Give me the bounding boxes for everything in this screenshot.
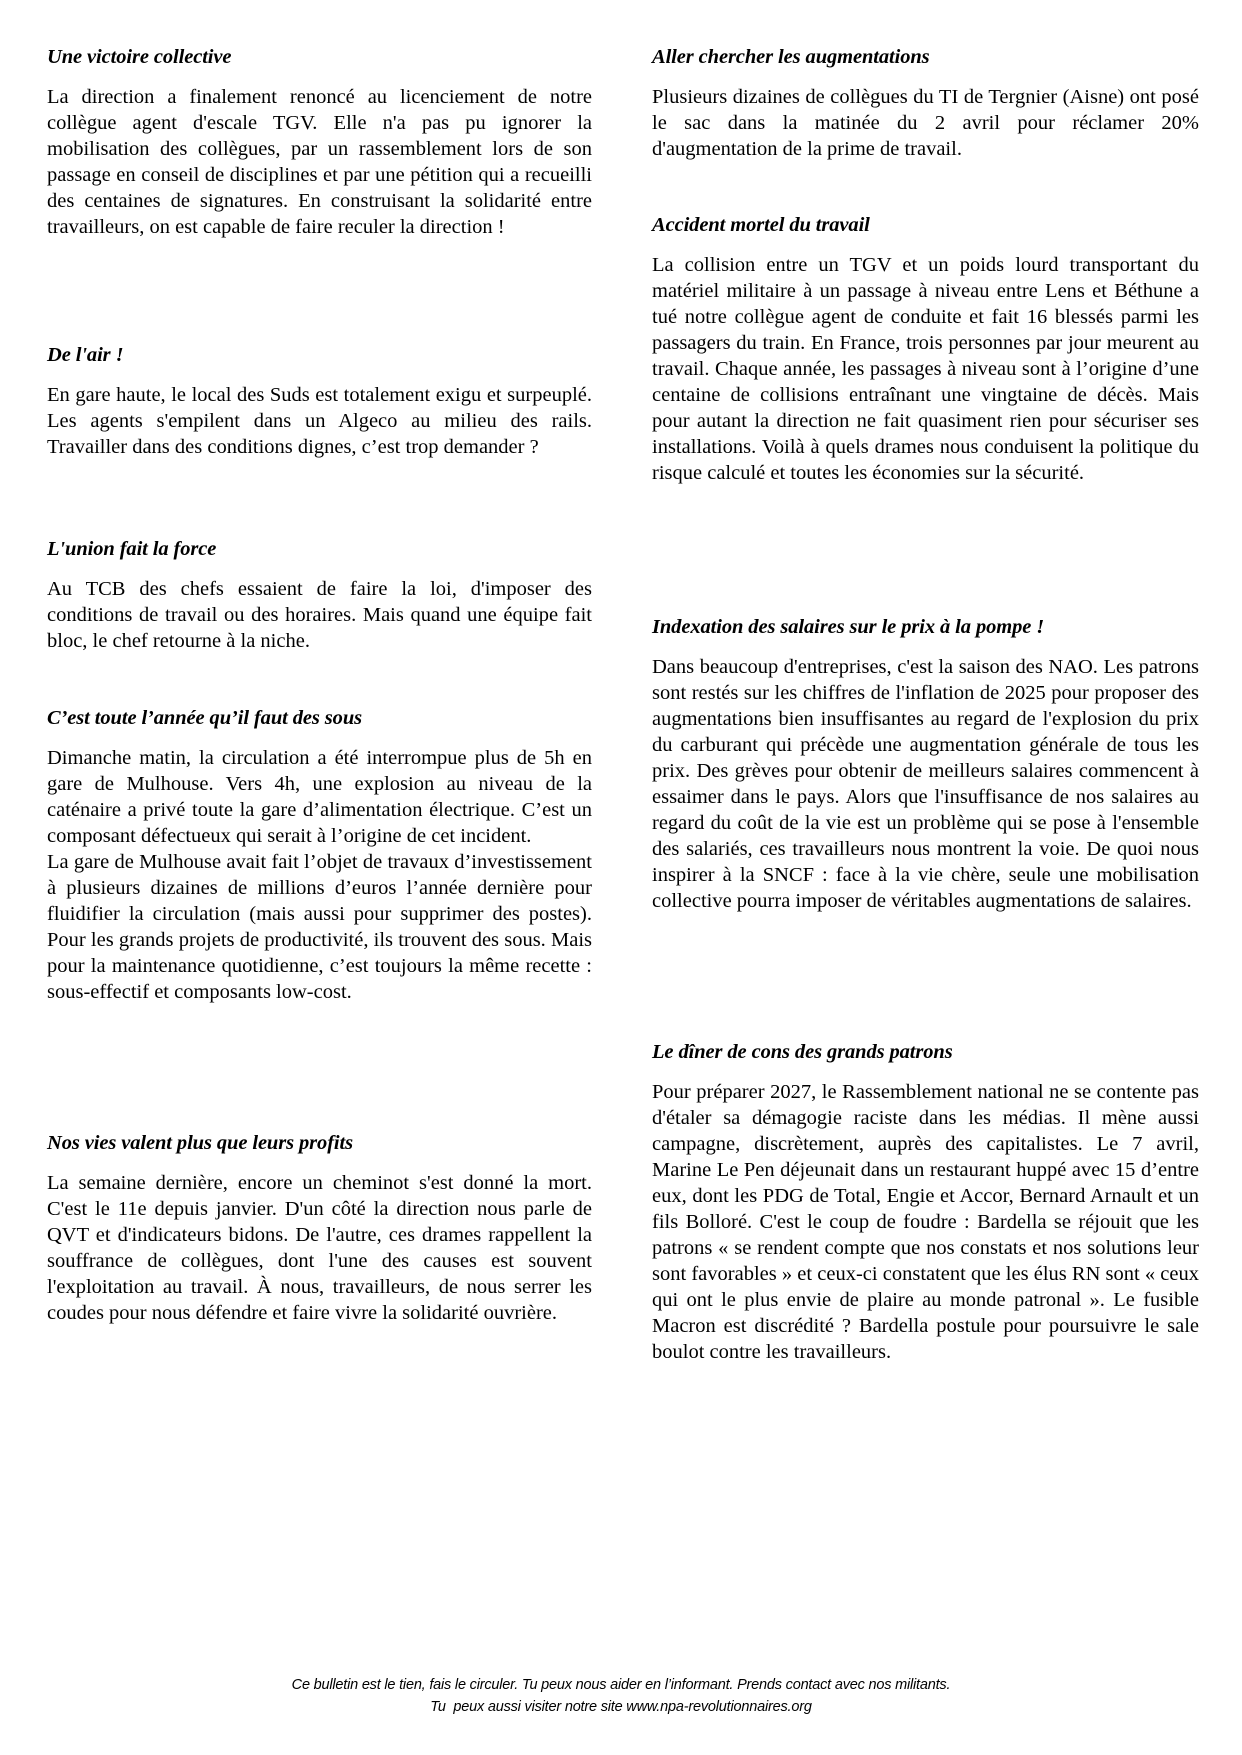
article-de-l-air xyxy=(47,342,592,460)
article-title: Indexation des salaires sur le prix à la pompe ! xyxy=(652,616,1045,638)
article-toute-l-annee-des-sous xyxy=(47,705,592,1005)
article-title: C’est toute l’année qu’il faut des sous xyxy=(47,707,363,729)
article-body xyxy=(652,654,1199,914)
article-title: Le dîner de cons des grands patrons xyxy=(652,1041,953,1063)
footer-note xyxy=(0,1674,1242,1718)
article-une-victoire-collective xyxy=(47,44,592,240)
article-body xyxy=(47,576,592,654)
article-nos-vies-valent-plus xyxy=(47,1130,592,1326)
article-body xyxy=(652,84,1199,162)
article-title: De l'air ! xyxy=(47,344,124,366)
footer-line-2: Tu peux aussi visiter notre site www.npa-revolutionnaires.org xyxy=(430,1699,812,1715)
article-body xyxy=(652,252,1199,486)
article-title: Aller chercher les augmentations xyxy=(652,46,930,68)
article-body xyxy=(47,382,592,460)
article-paragraph: Au TCB des chefs essaient de faire la loi, d'imposer des conditions de travail ou des horaires. Mais quand une équipe fait bloc, le chef retourne à la niche. xyxy=(47,578,592,652)
article-paragraph: Plusieurs dizaines de collègues du TI de Tergnier (Aisne) ont posé le sac dans la matinée du 2 avril pour réclamer 20% d'augmentation de la prime de travail. xyxy=(652,86,1199,160)
article-paragraph: En gare haute, le local des Suds est totalement exigu et surpeuplé. Les agents s'empilent dans un Algeco au milieu des rails. Travailler dans des conditions dignes, c’est trop demander ? xyxy=(47,384,592,458)
article-paragraph: Dimanche matin, la circulation a été interrompue plus de 5h en gare de Mulhouse. Vers 4h, une explosion au niveau de la caténaire a privé toute la gare d’alimentation électrique. C’est un composant défectueux qui serait à l’origine de cet incident. xyxy=(47,747,592,847)
article-body xyxy=(652,1079,1199,1365)
article-body xyxy=(47,1170,592,1326)
article-aller-chercher-les-augmentations xyxy=(652,44,1199,162)
article-title: Accident mortel du travail xyxy=(652,214,870,236)
article-indexation-des-salaires xyxy=(652,614,1199,914)
article-title: Nos vies valent plus que leurs profits xyxy=(47,1132,353,1154)
article-title: L'union fait la force xyxy=(47,538,217,560)
article-body xyxy=(47,745,592,1005)
article-paragraph: La semaine dernière, encore un cheminot s'est donné la mort. C'est le 11e depuis janvier. D'un côté la direction nous parle de QVT et d'indicateurs bidons. De l'autre, ces drames rappellent la souffrance de collègues, dont l'une des causes est souvent l'exploitation au travail. À nous, travailleurs, de nous serrer les coudes pour nous défendre et faire vivre la solidarité ouvrière. xyxy=(47,1172,592,1324)
article-title: Une victoire collective xyxy=(47,46,232,68)
article-accident-mortel xyxy=(652,212,1199,486)
article-l-union-fait-la-force xyxy=(47,536,592,654)
article-paragraph: Pour préparer 2027, le Rassemblement national ne se contente pas d'étaler sa démagogie raciste dans les médias. Il mène aussi campagne, discrètement, auprès des capitalistes. Le 7 avril, Marine Le Pen déjeunait dans un restaurant huppé avec 15 d’entre eux, dont les PDG de Total, Engie et Accor, Bernard Arnault et un fils Bolloré. C'est le coup de foudre : Bardella se réjouit que les patrons « se rendent compte que nos constats et nos solutions leur sont favorables » et ceux-ci constatent que les élus RN sont « ceux qui ont le plus envie de plaire au monde patronal ». Le fusible Macron est discrédité ? Bardella postule pour poursuivre le sale boulot contre les travailleurs. xyxy=(652,1081,1199,1363)
article-body xyxy=(47,84,592,240)
article-paragraph: Dans beaucoup d'entreprises, c'est la saison des NAO. Les patrons sont restés sur les chiffres de l'inflation de 2025 pour proposer des augmentations bien insuffisantes au regard de l'explosion du prix du carburant qui précède une augmentation générale de tous les prix. Des grèves pour obtenir de meilleurs salaires commencent à essaimer dans le pays. Alors que l'insuffisance de nos salaires au regard du coût de la vie est un problème qui se pose à l'ensemble des salariés, ces travailleurs nous montrent la voie. De quoi nous inspirer à la SNCF : face à la vie chère, seule une mobilisation collective pourra imposer de véritables augmentations de salaires. xyxy=(652,656,1199,912)
article-diner-de-cons xyxy=(652,1039,1199,1365)
article-paragraph: La collision entre un TGV et un poids lourd transportant du matériel militaire à un passage à niveau entre Lens et Béthune a tué notre collègue agent de conduite et fait 16 blessés parmi les passagers du train. En France, trois personnes par jour meurent au travail. Chaque année, les passages à niveau sont à l’origine d’une centaine de collisions entraînant une vingtaine de décès. Mais pour autant la direction ne fait quasiment rien pour sécuriser ses installations. Voilà à quels drames nous conduisent la politique du risque calculé et toutes les économies sur la sécurité. xyxy=(652,254,1199,484)
footer-line-1: Ce bulletin est le tien, fais le circuler. Tu peux nous aider en l’informant. Prends contact avec nos militants. xyxy=(291,1677,951,1693)
article-paragraph: La direction a finalement renoncé au licenciement de notre collègue agent d'escale TGV. Elle n'a pas pu ignorer la mobilisation des collègues, par un rassemblement lors de son passage en conseil de disciplines et par une pétition qui a recueilli des centaines de signatures. En construisant la solidarité entre travailleurs, on est capable de faire reculer la direction ! xyxy=(47,86,592,238)
article-paragraph: La gare de Mulhouse avait fait l’objet de travaux d’investissement à plusieurs dizaines de millions d’euros l’année dernière pour fluidifier la circulation (mais aussi pour supprimer des postes). Pour les grands projets de productivité, ils trouvent des sous. Mais pour la maintenance quotidienne, c’est toujours la même recette : sous-effectif et composants low-cost. xyxy=(47,851,592,1003)
